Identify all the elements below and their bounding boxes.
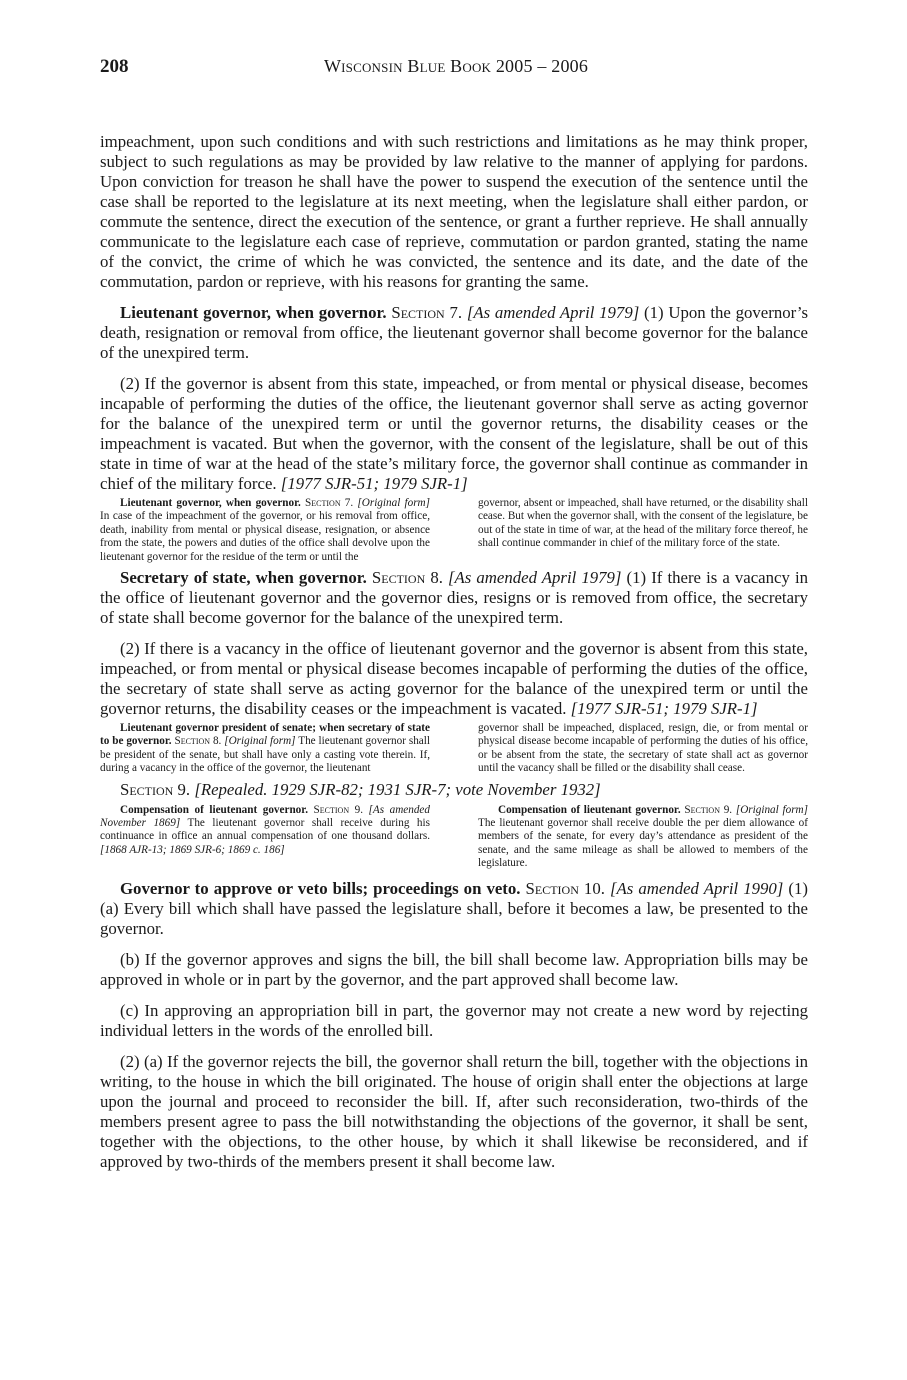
section-7-text-1: (1) Upon the governor’s death, resignation or removal from office, the lieutenant governor shall become governor for the balance of the unexpired term. — [100, 303, 809, 362]
section-8-note-heading: Lieutenant governor president of senate; when secretary of state to be governor. — [100, 722, 430, 748]
page-header — [100, 56, 812, 82]
section-9-note-right-heading: Compensation of lieutenant governor. — [498, 803, 681, 816]
section-7-note-heading: Lieutenant governor, when governor. — [120, 497, 301, 509]
section-7-note-right: governor, absent or impeached, shall have returned, or the disability shall cease. But when the governor shall, with the consent of the legislature, be out of the state in time of war, at the head of the military force thereof, he shall continue commander in chief of the military force of the state. — [478, 497, 808, 550]
section-9-notes — [100, 804, 808, 871]
section-8-note-original: [Original form] — [224, 735, 296, 748]
section-9-note-left — [100, 804, 430, 871]
section-7-original-note — [100, 497, 808, 564]
section-8-paragraph-2 — [100, 639, 808, 719]
page-body — [100, 132, 808, 1183]
section-10-paragraph-1a — [100, 879, 808, 939]
section-8-original-note — [100, 722, 808, 776]
section-7-paragraph-2 — [100, 374, 808, 494]
section-9-note-left-history: [1868 AJR-13; 1869 SJR-6; 1869 c. 186] — [100, 843, 285, 856]
section-9-note-left-heading: Compensation of lieutenant governor. — [120, 803, 309, 816]
section-9-note-left-text: The lieutenant governor shall receive during his continuance in office an annual compensation of one thousand dollars. — [100, 817, 430, 843]
section-9-note-left-section: Section 9. — [313, 803, 364, 816]
section-7-paragraph-1 — [100, 303, 808, 363]
section-9-repealed: [Repealed. 1929 SJR-82; 1931 SJR-7; vote November 1932] — [194, 779, 601, 799]
section-7-amended: [As amended April 1979] — [466, 303, 640, 322]
section-7-note-original: [Original form] — [357, 497, 430, 509]
running-head: Wisconsin Blue Book 2005 – 2006 — [323, 56, 589, 76]
section-8-heading: Secretary of state, when governor. — [120, 568, 367, 588]
section-8-note-right: governor shall be impeached, displaced, resign, die, or from mental or physical disease become incapable of performing the duties of his office, or be absent from the state, the secretary of state shall act as governor until the vacancy shall be filled or the disability shall cease. — [478, 722, 808, 775]
section-9-note-right-text: The lieutenant governor shall receive double the per diem allowance of members of the senate, for every day’s attendance as president of the senate, and the same mileage as shall be allowed to members of the legislature. — [478, 817, 808, 870]
section-8-text-2: (2) If there is a vacancy in the office of lieutenant governor and the governor is absent from this state, impeached, or from mental or physical disease becomes incapable of performing the duties of the office, the secretary of state shall serve as acting governor for the balance of the unexpired term or until the governor returns, the disability ceases or the impeachment is vacated. — [100, 639, 808, 719]
section-8-text-1: (1) If there is a vacancy in the office of lieutenant governor and the governor dies, resigns or is removed from office, the secretary of state shall become governor for the balance of the unexpired term. — [100, 568, 808, 628]
section-10-amended: [As amended April 1990] — [609, 878, 784, 898]
section-8-amended: [As amended April 1979] — [448, 568, 622, 588]
section-10-paragraph-2a: (2) (a) If the governor rejects the bill, the governor shall return the bill, together with the objections in writing, to the house in which the bill originated. The house of origin shall enter the objections at large upon the journal and proceed to reconsider the bill. If, after such reconsideration, two-thirds of the members present agree to pass the bill notwithstanding the objections of the governor, it shall be sent, together with the objections, to the other house, by which it shall likewise be reconsidered, and if approved by two-thirds of the members present it shall become law. — [100, 1051, 808, 1171]
section-7-history: [1977 SJR-51; 1979 SJR-1] — [280, 474, 468, 493]
section-10-paragraph-1b: (b) If the governor approves and signs the bill, the bill shall become law. Appropriation bills may be approved in whole or in part by the governor, and the part approved shall become law. — [100, 949, 808, 989]
section-9-number: Section 9. — [120, 779, 191, 799]
section-7-note-left — [100, 497, 430, 564]
section-9-note-right-section: Section 9. — [684, 803, 733, 816]
section-9-line — [100, 780, 808, 800]
section-9-note-right — [478, 804, 808, 871]
section-7-number: Section 7. — [391, 303, 463, 322]
section-7-text-2: (2) If the governor is absent from this state, impeached, or from mental or physical disease, becomes incapable of performing the duties of the office, the lieutenant governor shall serve as acting governor for the balance of the unexpired term or until the governor returns, the disability ceases or the impeachment is vacated. But when the governor, with the consent of the legislature, shall be out of this state in time of war at the head of the state’s military force, the governor shall continue as commander in chief of the military force. — [100, 374, 808, 493]
section-7-heading: Lieutenant governor, when governor. — [120, 303, 387, 322]
section-8-note-section: Section 8. — [174, 735, 222, 748]
section-8-number: Section 8. — [371, 568, 443, 588]
section-9-note-left-amended: [As amended November 1869] — [100, 803, 430, 830]
section-10-heading: Governor to approve or veto bills; proceedings on veto. — [120, 878, 521, 898]
section-7-note-section: Section 7. — [305, 497, 354, 509]
section-9-note-right-original: [Original form] — [735, 803, 808, 816]
paragraph-pardons: impeachment, upon such conditions and with such restrictions and limitations as he may think proper, subject to such regulations as may be provided by law relative to the manner of applying for pardons. Upon conviction for treason he shall have the power to suspend the execution of the sentence until the case shall be reported to the legislature at its next meeting, when the legislature shall either pardon, or commute the sentence, direct the execution of the sentence, or grant a further reprieve. He shall annually communicate to the legislature each case of reprieve, commutation or pardon granted, stating the name of the convict, the crime of which he was convicted, the sentence and its date, and the date of the commutation, pardon or reprieve, with his reasons for granting the same. — [100, 132, 808, 291]
section-8-paragraph-1 — [100, 568, 808, 628]
section-10-text-1a: (1) (a) Every bill which shall have passed the legislature shall, before it becomes a law, be presented to the governor. — [100, 878, 808, 938]
page-number: 208 — [100, 56, 129, 77]
section-7-note-left-text: In case of the impeachment of the governor, or his removal from office, death, inability from mental or physical disease, resignation, or absence from the state, the powers and duties of the office shall devolve upon the lieutenant governor for the residue of the term or until the — [100, 510, 430, 563]
section-8-note-left-text: The lieutenant governor shall be president of the senate, but shall have only a casting vote therein. If, during a vacancy in the office of the governor, the lieutenant — [100, 735, 430, 775]
section-8-history: [1977 SJR-51; 1979 SJR-1] — [570, 699, 758, 719]
section-10-number: Section 10. — [525, 878, 605, 898]
section-8-note-left — [100, 722, 430, 776]
section-10-paragraph-1c: (c) In approving an appropriation bill in part, the governor may not create a new word by rejecting individual letters in the words of the enrolled bill. — [100, 1000, 808, 1040]
